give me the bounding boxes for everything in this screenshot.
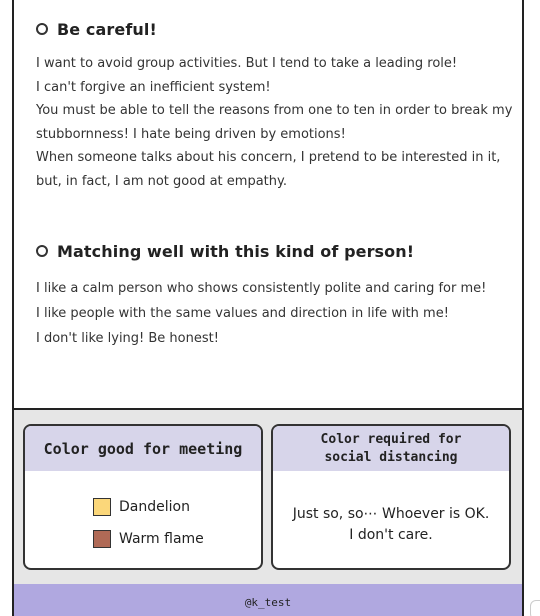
body-line: I like a calm person who shows consistently polite and caring for me!	[36, 281, 487, 296]
body-line: but, in fact, I am not good at empathy.	[36, 173, 287, 189]
swatch-icon	[93, 498, 111, 516]
card-header-line: Color required for	[320, 431, 462, 447]
card-text	[273, 504, 509, 546]
card-text-line: I don't care.	[349, 527, 433, 543]
section-title: Matching well with this kind of person!	[57, 241, 415, 261]
section-header	[36, 16, 506, 42]
body-line: I can't forgive an inefficient system!	[36, 79, 271, 95]
section-be-careful	[36, 16, 513, 193]
swatch-label: Dandelion	[119, 499, 190, 515]
section-matching	[36, 238, 506, 351]
body-line: When someone talks about his concern, I pretend to be interested in it,	[36, 150, 501, 165]
meeting-color-card	[23, 424, 263, 570]
swatch-icon	[93, 530, 111, 548]
swatch-label: Warm flame	[119, 531, 204, 547]
color-swatch-row	[93, 491, 204, 523]
section-header	[36, 238, 506, 264]
circle-bullet-icon	[36, 245, 48, 257]
circle-bullet-icon	[36, 23, 48, 35]
section-body	[36, 276, 506, 351]
body-line: stubbornness! I hate being driven by emotions!	[36, 126, 346, 142]
card-header	[273, 426, 509, 471]
color-swatch-list	[93, 491, 204, 555]
result-card-frame	[12, 0, 524, 616]
distancing-color-card	[271, 424, 511, 570]
card-header: Color good for meeting	[25, 426, 261, 471]
color-swatch-row	[93, 523, 204, 555]
body-line: You must be able to tell the reasons from one to ten in order to break my	[36, 103, 513, 118]
body-line: I like people with the same values and direction in life with me!	[36, 306, 449, 321]
footer-handle: @k_test	[244, 595, 292, 609]
footer-bar	[14, 584, 522, 616]
section-title: Be careful!	[57, 19, 157, 39]
card-header-line: social distancing	[324, 449, 458, 465]
color-panel	[14, 408, 522, 616]
card-text-line: Just so, so⋯ Whoever is OK.	[292, 506, 490, 522]
corner-widget[interactable]	[530, 600, 540, 616]
section-body	[36, 52, 513, 193]
body-line: I don't like lying! Be honest!	[36, 331, 219, 346]
body-line: I want to avoid group activities. But I tend to take a leading role!	[36, 56, 458, 71]
content-area	[14, 0, 522, 410]
